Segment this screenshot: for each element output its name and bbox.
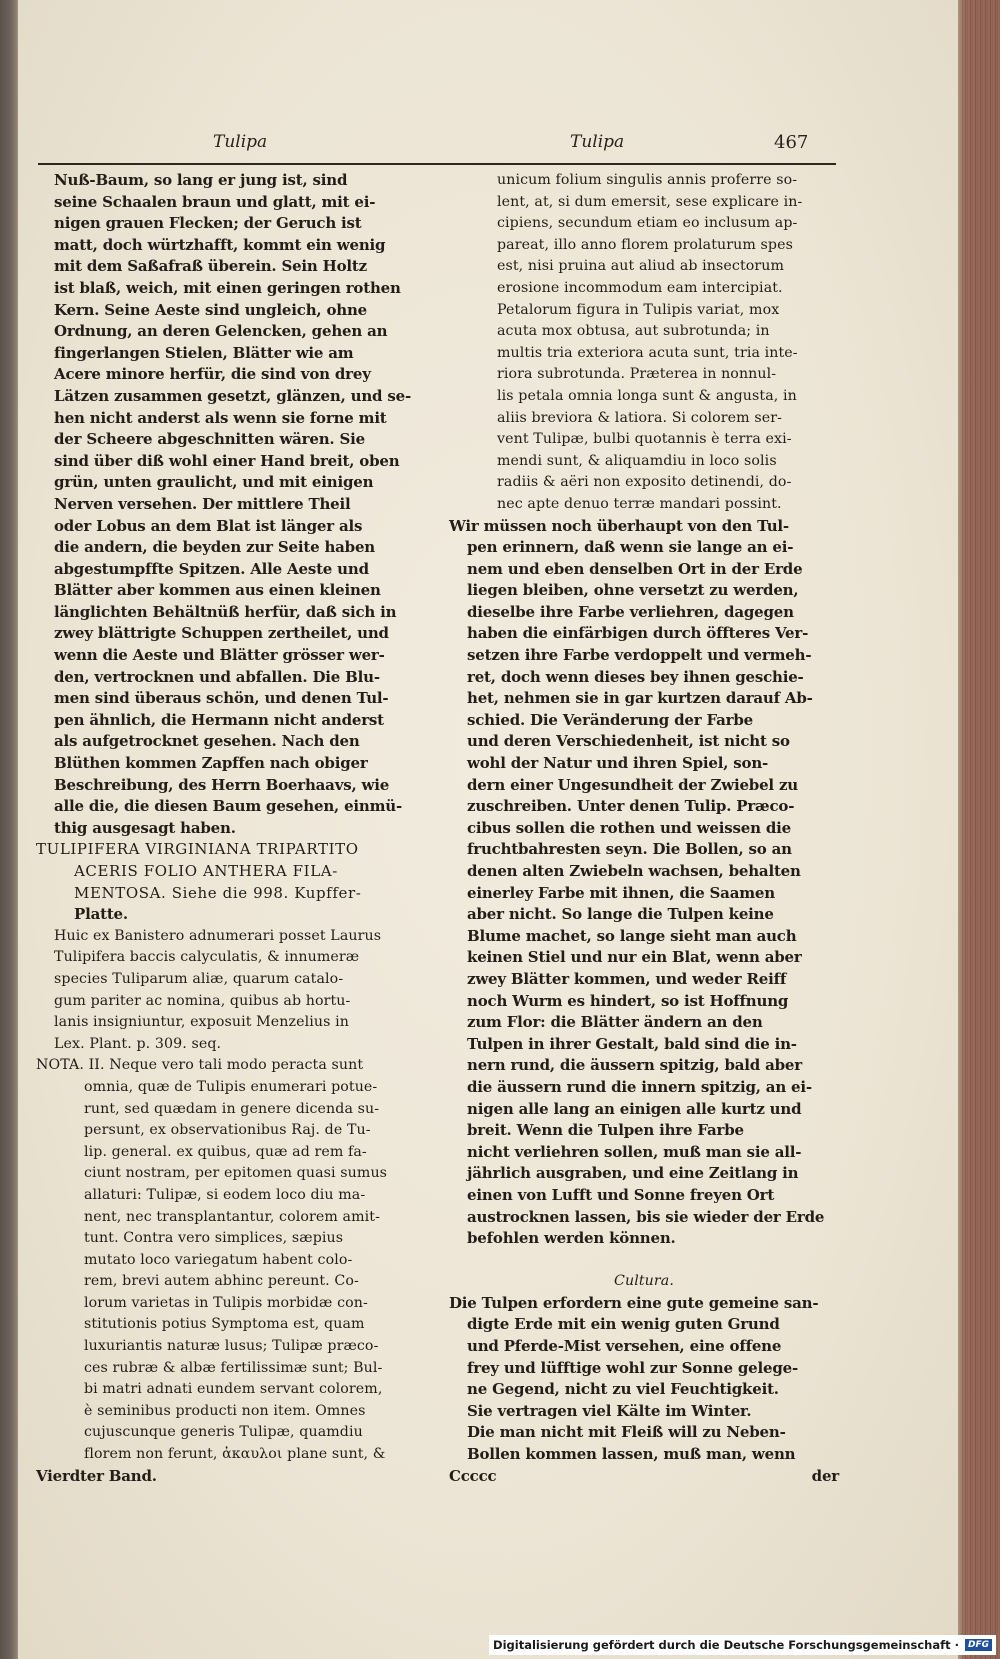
- signature-footer: [449, 1466, 839, 1488]
- right-line: riora subrotunda. Præterea in nonnul-: [497, 366, 777, 383]
- catchword: der: [811, 1466, 839, 1485]
- right-line: [449, 1250, 839, 1272]
- right-line: Die man nicht mit Fleiß will zu Neben-: [467, 1423, 786, 1442]
- right-line: haben die einfärbigen durch öffteres Ver-: [467, 624, 809, 643]
- left-line: lip. general. ex quibus, quæ ad rem fa-: [84, 1143, 367, 1160]
- left-line: Lätzen zusammen gesetzt, glänzen, und se-: [54, 386, 411, 405]
- right-line: einerley Farbe mit ihnen, die Saamen: [467, 883, 775, 902]
- left-line: pen ähnlich, die Hermann nicht anderst: [54, 710, 384, 729]
- left-line: Acere minore herfür, die sind von drey: [54, 365, 371, 384]
- right-line: die äussern rund die innern spitzig, an ei-: [467, 1077, 812, 1096]
- page-edge-stack: [962, 0, 1000, 1659]
- right-line: dieselbe ihre Farbe verliehren, dagegen: [467, 602, 794, 621]
- right-line: zum Flor: die Blätter ändern an den: [467, 1013, 763, 1032]
- right-line: Tulpen in ihrer Gestalt, bald sind die in-: [467, 1034, 797, 1053]
- right-line: und Pferde-Mist versehen, eine offene: [467, 1337, 782, 1356]
- running-head-left: Tulipa: [213, 132, 268, 152]
- right-line: noch Wurm es hindert, so ist Hoffnung: [467, 991, 789, 1010]
- left-line: runt, sed quædam in genere dicenda su-: [84, 1100, 380, 1117]
- left-line: rem, brevi autem abhinc pereunt. Co-: [84, 1273, 359, 1290]
- right-line: mendi sunt, & aliquamdiu in loco solis: [497, 452, 777, 469]
- left-line: Tulipifera baccis calyculatis, & innumeræ: [54, 949, 360, 966]
- left-line: luxuriantis naturæ lusus; Tulipæ præco-: [84, 1338, 379, 1355]
- left-line: ACERIS FOLIO ANTHERA FILA-: [74, 862, 338, 880]
- right-line: Die Tulpen erfordern eine gute gemeine san-: [449, 1293, 819, 1312]
- left-line: bi matri adnati eundem servant colorem,: [84, 1381, 383, 1398]
- right-line: jährlich ausgraben, und eine Zeitlang in: [467, 1164, 799, 1183]
- left-line: fingerlangen Stielen, Blätter wie am: [54, 343, 354, 362]
- left-line: tunt. Contra vero simplices, sæpius: [84, 1230, 344, 1247]
- right-line: cipiens, secundum etiam eo inclusum ap-: [497, 215, 798, 232]
- right-line: Cultura.: [614, 1273, 674, 1290]
- left-line: abgestumpffte Spitzen. Alle Aeste und: [54, 559, 369, 578]
- left-line: TULIPIFERA VIRGINIANA TRIPARTITO: [36, 840, 359, 859]
- right-line: vent Tulipæ, bulbi quotannis è terra exi-: [497, 431, 792, 448]
- right-line: lent, at, si dum emersit, sese explicare in-: [497, 193, 803, 210]
- left-line: allaturi: Tulipæ, si eodem loco diu ma-: [84, 1186, 366, 1203]
- left-line: seine Schaalen braun und glatt, mit ei-: [54, 192, 376, 211]
- left-line: Blätter aber kommen aus einen kleinen: [54, 581, 381, 600]
- right-line: austrocknen lassen, bis sie wieder der Erde: [467, 1207, 825, 1226]
- left-line: ces rubræ & albæ fertilissimæ sunt; Bul-: [84, 1359, 383, 1376]
- right-line: befohlen werden können.: [467, 1229, 676, 1248]
- left-line: der Scheere abgeschnitten wären. Sie: [54, 430, 365, 449]
- left-line: florem non ferunt, ἀκαυλοι plane sunt, &: [84, 1446, 386, 1463]
- left-line: Huic ex Banistero adnumerari posset Laurus: [54, 927, 382, 944]
- right-line: und deren Verschiedenheit, ist nicht so: [467, 732, 790, 751]
- right-line: nec apte denuo terræ mandari possint.: [497, 495, 782, 512]
- right-line: pareat, illo anno florem prolaturum spes: [497, 236, 793, 253]
- right-line: digte Erde mit ein wenig guten Grund: [467, 1315, 780, 1334]
- right-line: wohl der Natur und ihren Spiel, son-: [467, 754, 769, 773]
- right-line: het, nehmen sie in gar kurtzen darauf Ab-: [467, 689, 813, 708]
- right-line: Bollen kommen lassen, muß man, wenn: [467, 1445, 796, 1464]
- right-line: zwey Blätter kommen, und weder Reiff: [467, 969, 787, 988]
- left-line: Platte.: [74, 905, 128, 924]
- left-line: den, vertrocknen und abfallen. Die Blu-: [54, 667, 380, 686]
- left-line: Nuß-Baum, so lang er jung ist, sind: [54, 171, 348, 189]
- running-head-right: Tulipa: [570, 132, 625, 152]
- right-line: dern einer Ungesundheit der Zwiebel zu: [467, 775, 798, 794]
- right-line: ne Gegend, nicht zu viel Feuchtigkeit.: [467, 1380, 779, 1399]
- right-line: fruchtbahresten seyn. Die Bollen, so an: [467, 840, 792, 859]
- left-column: [36, 170, 422, 1487]
- left-line: mutato loco variegatum habent colo-: [84, 1251, 353, 1268]
- left-line: nigen grauen Flecken; der Geruch ist: [54, 214, 362, 233]
- credit-text: Digitalisierung gefördert durch die Deutsche Forschungsgemeinschaft ·: [493, 1638, 959, 1652]
- right-line: pen erinnern, daß wenn sie lange an ei-: [467, 538, 794, 557]
- right-line: schied. Die Veränderung der Farbe: [467, 710, 753, 729]
- right-line: nem und eben denselben Ort in der Erde: [467, 559, 803, 578]
- left-line: Lex. Plant. p. 309. seq.: [54, 1035, 222, 1052]
- dfg-logo: DFG: [965, 1639, 992, 1651]
- left-line: ist blaß, weich, mit einen geringen rothen: [54, 278, 401, 297]
- right-line: denen alten Zwiebeln wachsen, behalten: [467, 862, 801, 880]
- right-line: Sie vertragen viel Kälte im Winter.: [467, 1401, 752, 1420]
- right-line: keinen Stiel und nur ein Blat, wenn aber: [467, 948, 802, 967]
- left-line: Beschreibung, des Herrn Boerhaavs, wie: [54, 775, 390, 794]
- left-line: grün, unten graulicht, und mit einigen: [54, 473, 374, 492]
- right-line: aliis breviora & latiora. Si colorem ser-: [497, 409, 782, 426]
- right-line: nern rund, die äussern spitzig, bald aber: [467, 1056, 802, 1075]
- left-line: mit dem Saßafraß überein. Sein Holtz: [54, 257, 367, 276]
- right-line: erosione incommodum eam intercipiat.: [497, 279, 783, 296]
- left-line: species Tuliparum aliæ, quarum catalo-: [54, 970, 344, 987]
- left-line: Nerven versehen. Der mittlere Theil: [54, 494, 351, 513]
- right-line: unicum folium singulis annis proferre so-: [497, 172, 798, 188]
- right-line: aber nicht. So lange die Tulpen keine: [467, 905, 774, 924]
- left-line: MENTOSA. Siehe die 998. Kupffer-: [74, 883, 362, 902]
- right-line: lis petala omnia longa sunt & angusta, in: [497, 387, 797, 404]
- left-line: Kern. Seine Aeste sind ungleich, ohne: [54, 300, 368, 319]
- right-line: est, nisi pruina aut aliud ab insectorum: [497, 258, 785, 275]
- left-line: zwey blättrigte Schuppen zertheilet, und: [54, 624, 389, 643]
- left-line: wenn die Aeste und Blätter grösser wer-: [54, 646, 385, 665]
- right-line: radiis & aëri non exposito detinendi, do-: [497, 474, 792, 491]
- left-line: alle die, die diesen Baum gesehen, einmü-: [54, 797, 403, 816]
- page-number: 467: [774, 132, 809, 153]
- left-line: oder Lobus an dem Blat ist länger als: [54, 516, 363, 535]
- left-line: stitutionis potius Symptoma est, quam: [84, 1316, 365, 1333]
- left-line: lorum varietas in Tulipis morbidæ con-: [84, 1294, 368, 1311]
- left-line: lanis insigniuntur, exposuit Menzelius in: [54, 1014, 349, 1031]
- left-line: NOTA. II. Neque vero tali modo peracta sunt: [36, 1057, 364, 1074]
- right-line: frey und lüfftige wohl zur Sonne gelege-: [467, 1358, 798, 1377]
- left-line: ciunt nostram, per epitomen quasi sumus: [84, 1165, 388, 1182]
- right-line: einen von Lufft und Sonne freyen Ort: [467, 1185, 775, 1204]
- right-line: cibus sollen die rothen und weissen die: [467, 818, 791, 837]
- left-line: nent, nec transplantantur, colorem amit-: [84, 1208, 380, 1225]
- right-line: acuta mox obtusa, aut subrotunda; in: [497, 323, 770, 340]
- right-line: Petalorum figura in Tulipis variat, mox: [497, 301, 780, 318]
- right-line: setzen ihre Farbe verdoppelt und vermeh-: [467, 646, 812, 665]
- left-line: länglichten Behältnüß herfür, daß sich in: [54, 602, 397, 621]
- left-line: persunt, ex observationibus Raj. de Tu-: [84, 1122, 371, 1139]
- right-line: nicht verliehren sollen, muß man sie all-: [467, 1142, 802, 1161]
- header-rule: [38, 163, 836, 165]
- right-line: ret, doch wenn dieses bey ihnen geschie-: [467, 667, 804, 686]
- left-line: die andern, die beyden zur Seite haben: [54, 538, 376, 557]
- digitization-credit: [489, 1635, 996, 1655]
- right-line: zuschreiben. Unter denen Tulip. Præco-: [467, 797, 795, 816]
- right-column: [449, 170, 839, 1487]
- left-line: Ordnung, an deren Gelencken, gehen an: [54, 322, 388, 341]
- right-line: breit. Wenn die Tulpen ihre Farbe: [467, 1121, 744, 1140]
- right-line: multis tria exteriora acuta sunt, tria inte-: [497, 344, 798, 361]
- left-line: sind über diß wohl einer Hand breit, oben: [54, 451, 400, 470]
- left-line: omnia, quæ de Tulipis enumerari potue-: [84, 1078, 378, 1095]
- right-line: liegen bleiben, ohne versetzt zu werden,: [467, 581, 799, 600]
- volume-footer: Vierdter Band.: [36, 1466, 157, 1485]
- left-line: gum pariter ac nomina, quibus ab hortu-: [54, 992, 351, 1009]
- left-line: thig ausgesagt haben.: [54, 818, 236, 837]
- left-line: men sind überaus schön, und denen Tul-: [54, 689, 389, 708]
- left-line: matt, doch würtzhafft, kommt ein wenig: [54, 235, 386, 254]
- left-line: Blüthen kommen Zapffen nach obiger: [54, 754, 368, 773]
- left-line: hen nicht anderst als wenn sie forne mit: [54, 408, 387, 427]
- left-line: è seminibus producti non item. Omnes: [84, 1402, 366, 1419]
- right-line: Blume machet, so lange sieht man auch: [467, 926, 797, 945]
- signature-mark: Ccccc: [449, 1466, 497, 1485]
- left-line: cujuscunque generis Tulipæ, quamdiu: [84, 1424, 363, 1441]
- left-line: als aufgetrocknet gesehen. Nach den: [54, 732, 360, 751]
- right-line: nigen alle lang an einigen alle kurtz und: [467, 1099, 802, 1118]
- right-line: Wir müssen noch überhaupt von den Tul-: [449, 516, 789, 535]
